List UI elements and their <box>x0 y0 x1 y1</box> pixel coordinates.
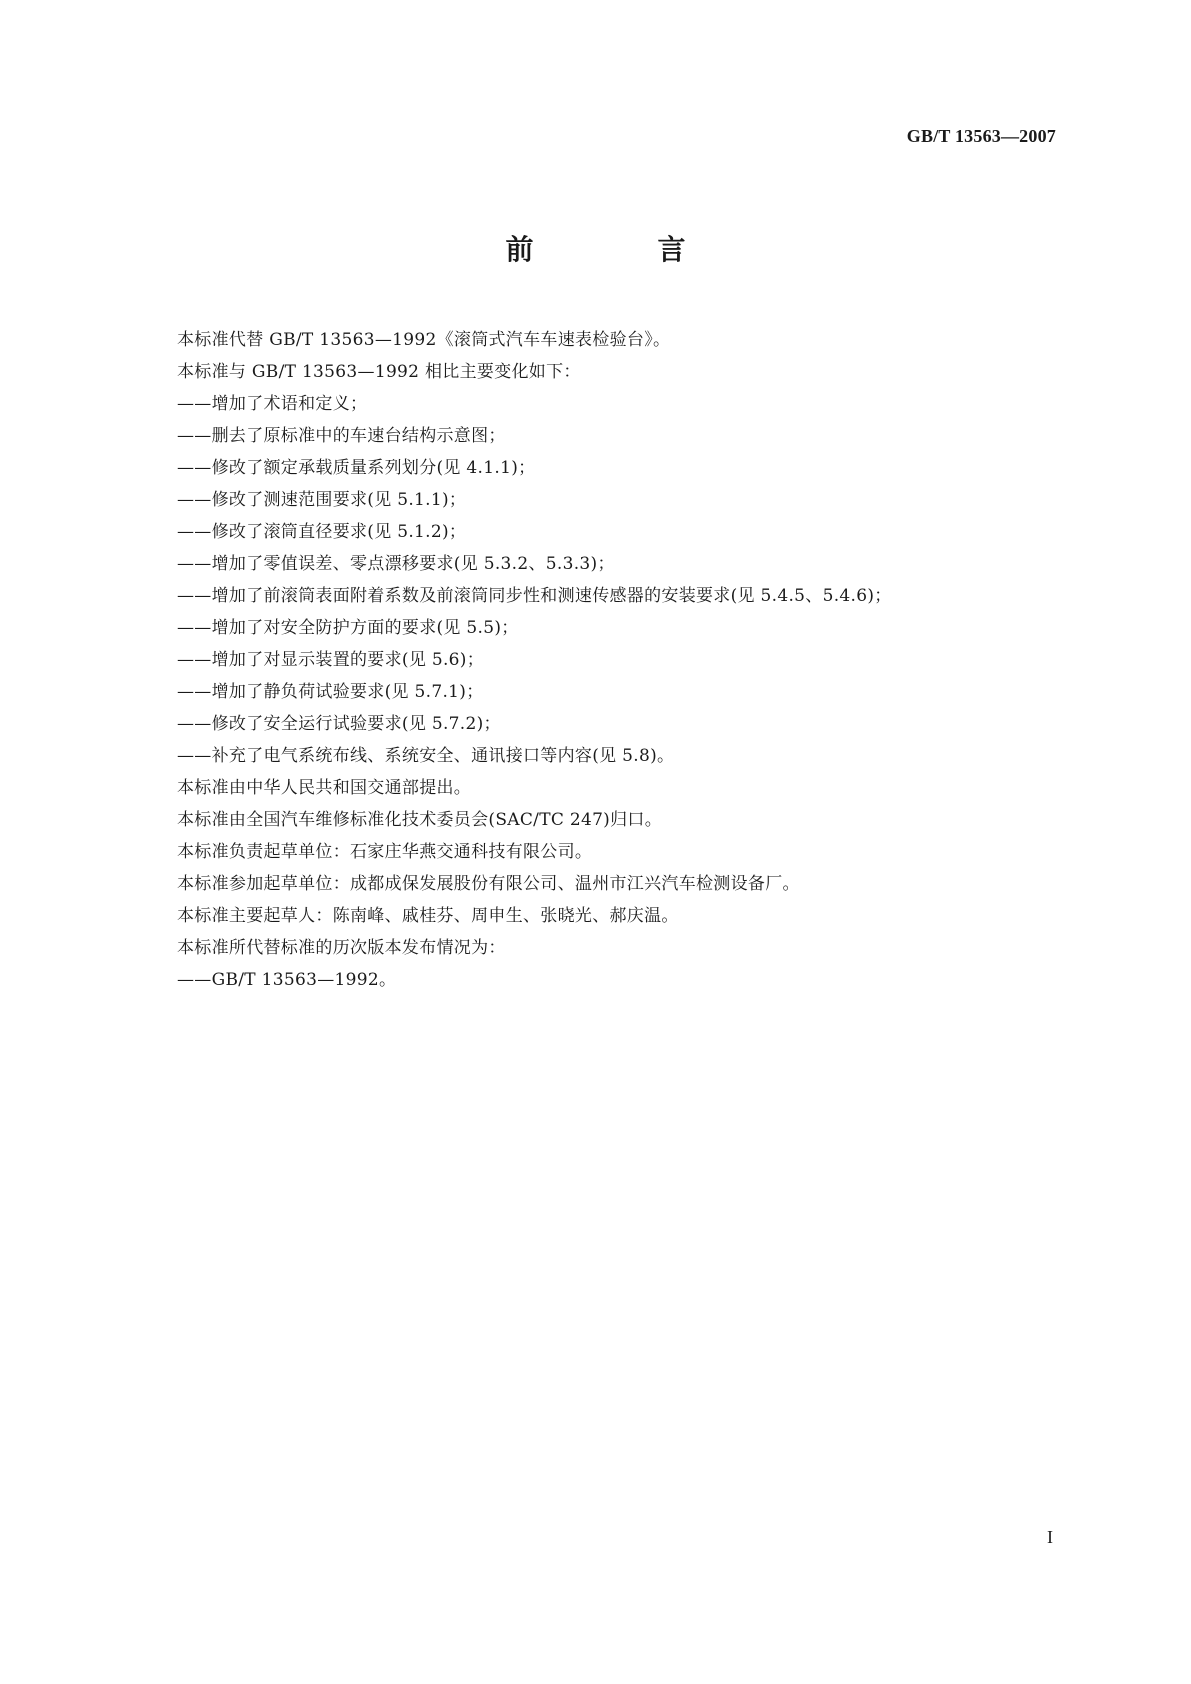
paragraph-line: 本标准主要起草人：陈南峰、戚桂芬、周申生、张晓光、郝庆温。 <box>177 906 679 926</box>
standard-code: GB/T 13563—2007 <box>906 126 1056 146</box>
change-item: ——修改了额定承载质量系列划分(见 4.1.1)； <box>177 458 536 478</box>
paragraph-line: 本标准参加起草单位：成都成保发展股份有限公司、温州市江兴汽车检测设备厂。 <box>177 874 800 894</box>
change-item: ——增加了静负荷试验要求(见 5.7.1)； <box>177 682 484 702</box>
change-item: ——增加了对安全防护方面的要求(见 5.5)； <box>177 618 519 638</box>
change-item: ——修改了滚筒直径要求(见 5.1.2)； <box>177 522 467 542</box>
change-item: ——修改了测速范围要求(见 5.1.1)； <box>177 490 467 510</box>
change-item: ——GB/T 13563—1992。 <box>177 970 397 990</box>
paragraph-line: 本标准与 GB/T 13563—1992 相比主要变化如下： <box>177 362 581 382</box>
paragraph-line: 本标准由中华人民共和国交通部提出。 <box>177 778 472 798</box>
change-item: ——增加了术语和定义； <box>177 394 368 414</box>
section-title: 前 言 <box>505 233 734 266</box>
foreword-body <box>177 324 1077 996</box>
paragraph-line: 本标准代替 GB/T 13563—1992《滚筒式汽车车速表检验台》。 <box>177 330 671 350</box>
change-item: ——删去了原标准中的车速台结构示意图； <box>177 426 506 446</box>
change-item: ——修改了安全运行试验要求(见 5.7.2)； <box>177 714 501 734</box>
paragraph-line: 本标准负责起草单位：石家庄华燕交通科技有限公司。 <box>177 842 593 862</box>
page-number: I <box>1047 1527 1053 1547</box>
change-item: ——增加了对显示装置的要求(见 5.6)； <box>177 650 485 670</box>
paragraph-line: 本标准所代替标准的历次版本发布情况为： <box>177 938 506 958</box>
paragraph-line: 本标准由全国汽车维修标准化技术委员会(SAC/TC 247)归口。 <box>177 810 663 830</box>
change-item: ——增加了前滚筒表面附着系数及前滚筒同步性和测速传感器的安装要求(见 5.4.5、5.4.6)； <box>177 586 892 606</box>
change-item: ——增加了零值误差、零点漂移要求(见 5.3.2、5.3.3)； <box>177 554 615 574</box>
change-item: ——补充了电气系统布线、系统安全、通讯接口等内容(见 5.8)。 <box>177 746 675 766</box>
